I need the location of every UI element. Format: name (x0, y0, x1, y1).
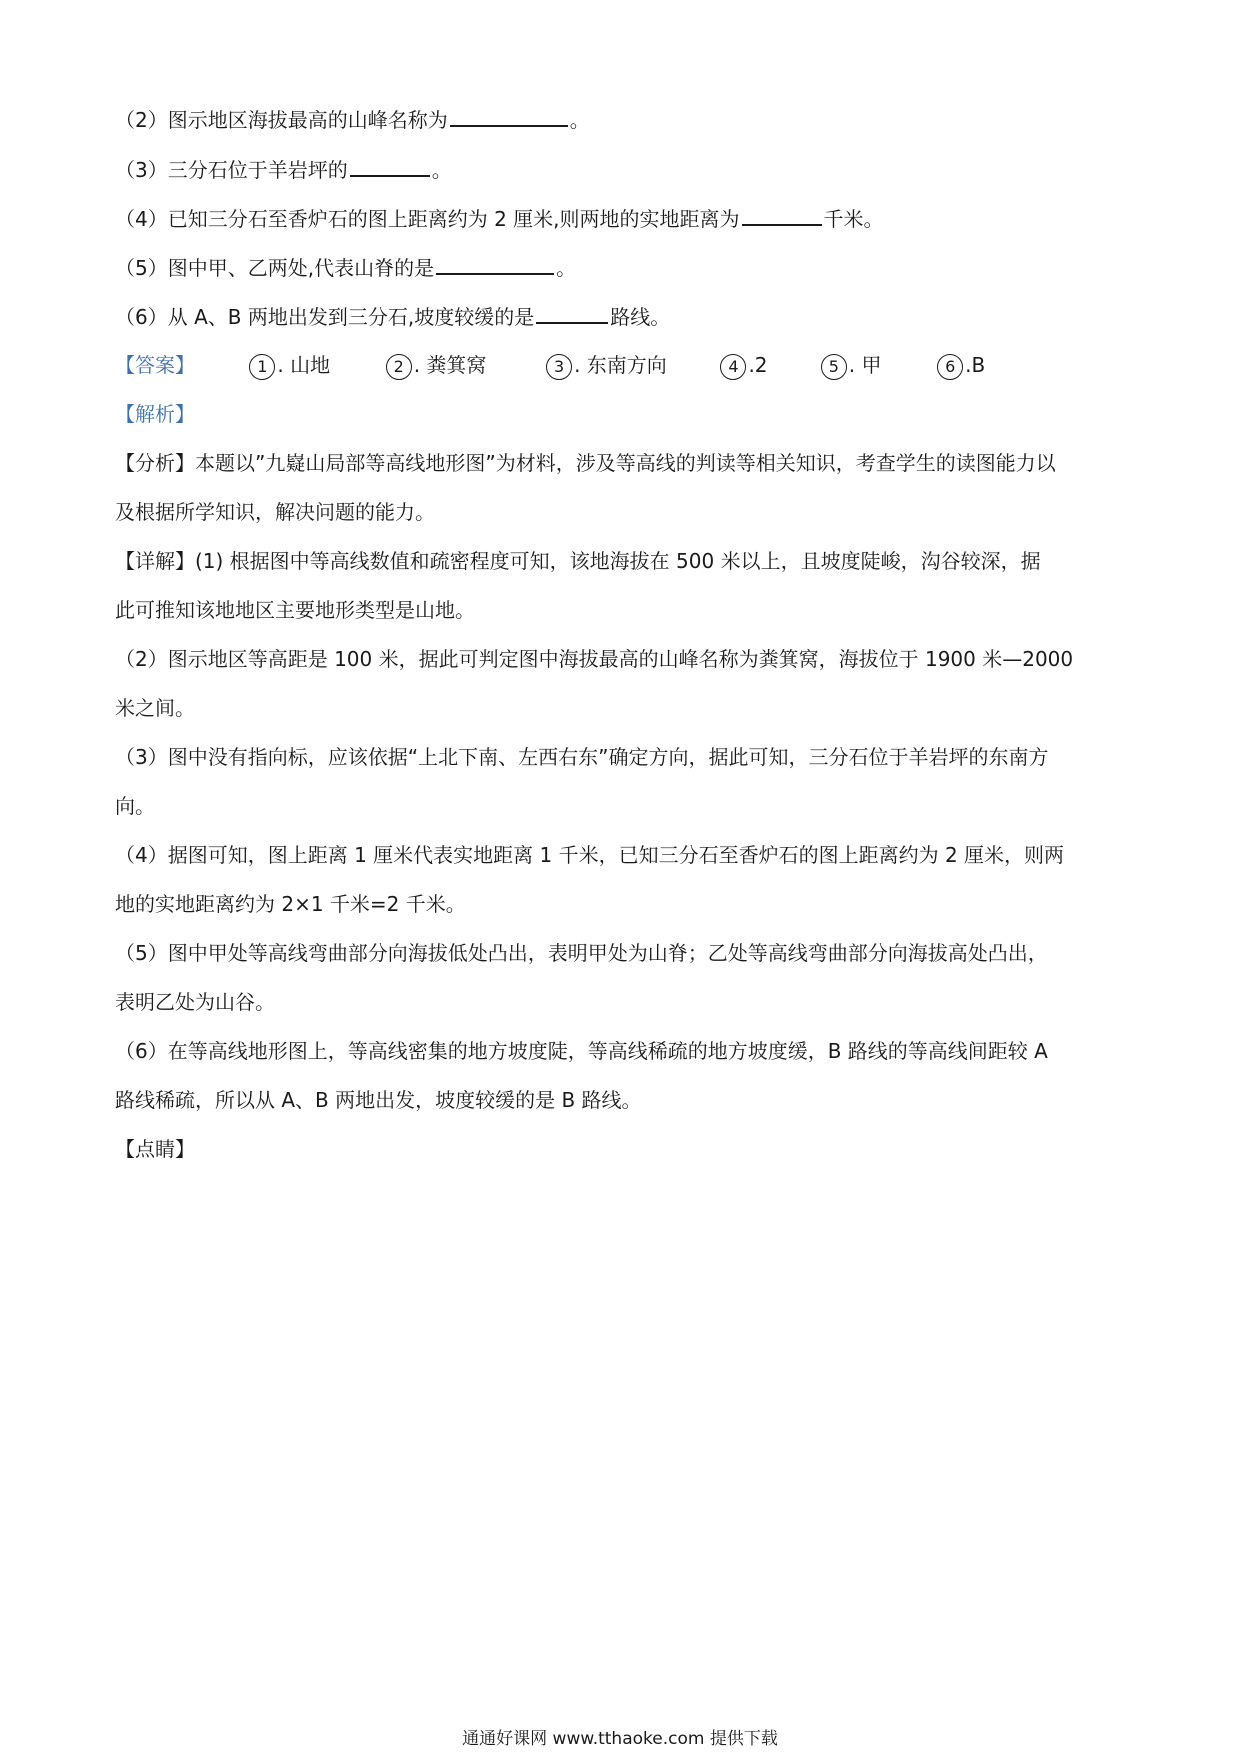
circled-number: 1 (249, 354, 275, 380)
answer-text: . 东南方向 (574, 353, 667, 377)
circled-number: 3 (546, 354, 572, 380)
question-6-text: （6）从 A、B 两地出发到三分石,坡度较缓的是 (115, 305, 535, 329)
question-4 (115, 204, 884, 233)
circled-number: 2 (386, 354, 412, 380)
paragraph-line: （6）在等高线地形图上，等高线密集的地方坡度陡，等高线稀疏的地方坡度缓，B 路线的等高线间距较 A (115, 1039, 1048, 1063)
question-5-end: 。 (556, 256, 577, 280)
answer-item (386, 351, 540, 380)
answer-text: .2 (748, 353, 768, 377)
answer-item (720, 351, 814, 380)
question-2-text: （2）图示地区海拔最高的山峰名称为 (115, 108, 448, 132)
answer-item (937, 351, 985, 380)
question-4-end: 千米。 (823, 207, 884, 231)
circled-number: 5 (821, 354, 847, 380)
paragraph-line: 向。 (115, 794, 155, 818)
circled-number: 4 (720, 354, 746, 380)
answer-item (249, 351, 379, 380)
question-6-end: 路线。 (610, 305, 671, 329)
question-3-end: 。 (431, 158, 452, 182)
paragraph-line: （2）图示地区等高距是 100 米，据此可判定图中海拔最高的山峰名称为粪箕窝，海拔位于 1900 米—2000 (115, 647, 1074, 671)
answer-blank (350, 155, 430, 177)
question-4-text: （4）已知三分石至香炉石的图上距离约为 2 厘米,则两地的实地距离为 (115, 207, 740, 231)
question-5 (115, 253, 576, 282)
answer-label: 【答案】 (115, 353, 195, 377)
paragraph-line: 【分析】本题以”九嶷山局部等高线地形图”为材料，涉及等高线的判读等相关知识，考查学生的读图能力以 (115, 451, 1056, 475)
answer-blank (436, 253, 554, 275)
question-3-text: （3）三分石位于羊岩坪的 (115, 158, 348, 182)
answer-blank (450, 105, 568, 127)
answer-item (821, 351, 931, 380)
question-2 (115, 105, 590, 134)
analysis-label: 【解析】 (115, 402, 195, 426)
answer-blank (742, 204, 822, 226)
paragraph-line: 此可推知该地地区主要地形类型是山地。 (115, 598, 475, 622)
question-5-text: （5）图中甲、乙两处,代表山脊的是 (115, 256, 435, 280)
circled-number: 6 (937, 354, 963, 380)
answer-row (115, 351, 985, 380)
paragraph-line: 地的实地距离约为 2×1 千米=2 千米。 (115, 892, 466, 916)
question-2-end: 。 (569, 108, 590, 132)
paragraph-line: 【详解】(1) 根据图中等高线数值和疏密程度可知，该地海拔在 500 米以上，且坡度陡峻，沟谷较深，据 (115, 549, 1041, 573)
paragraph-line: （5）图中甲处等高线弯曲部分向海拔低处凸出，表明甲处为山脊；乙处等高线弯曲部分向海拔高处凸出， (115, 941, 1048, 965)
answer-blank (536, 302, 608, 324)
paragraph-line: 路线稀疏，所以从 A、B 两地出发，坡度较缓的是 B 路线。 (115, 1088, 642, 1112)
answer-text: .B (965, 353, 986, 377)
paragraph-line: 表明乙处为山谷。 (115, 990, 275, 1014)
answer-text: . 甲 (848, 353, 882, 377)
answer-text: . 粪箕窝 (413, 353, 487, 377)
answer-item (546, 351, 714, 380)
question-6 (115, 302, 670, 331)
paragraph-line: 及根据所学知识，解决问题的能力。 (115, 500, 435, 524)
paragraph-line: 【点睛】 (115, 1137, 195, 1161)
paragraph-line: （4）据图可知，图上距离 1 厘米代表实地距离 1 千米，已知三分石至香炉石的图上距离约为 2 厘米，则两 (115, 843, 1065, 867)
page-footer: 通通好课网 www.tthaoke.com 提供下载 (462, 1729, 778, 1749)
paragraph-line: （3）图中没有指向标，应该依据“上北下南、左西右东”确定方向，据此可知，三分石位于羊岩坪的东南方 (115, 745, 1049, 769)
answer-text: . 山地 (277, 353, 331, 377)
question-3 (115, 155, 452, 184)
paragraph-line: 米之间。 (115, 696, 195, 720)
